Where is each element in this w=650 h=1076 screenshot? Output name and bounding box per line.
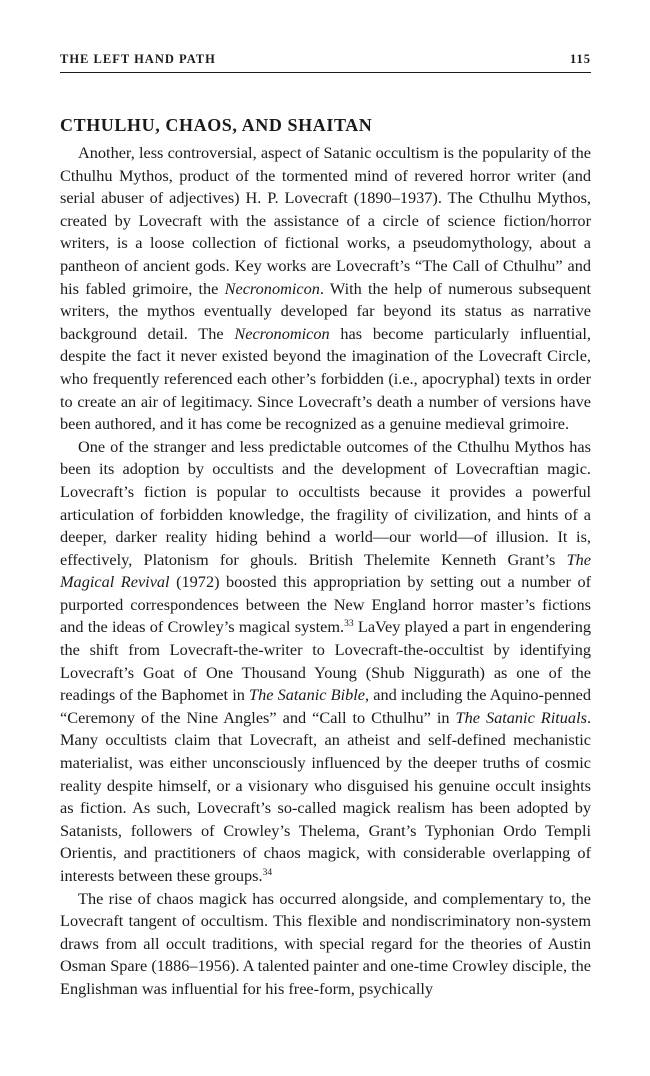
section-title: CTHULHU, CHAOS, AND SHAITAN — [60, 115, 373, 135]
text-run: LaVey played a part in engendering the shift from Lovecraft-the-writer to Lovecraft-the-occultist by identifying Lovecraft’s Goat of One Thousand Young (Shub Niggurath) as one of the readings of the Baphomet in — [60, 617, 592, 705]
paragraph-3 — [60, 888, 591, 1001]
italic-title: Necronomicon — [234, 323, 330, 343]
text-run: Another, less controversial, aspect of Satanic occultism is the popularity of the Cthulhu Mythos, product of the tormented mind of revered horror writer (and serial abuser of adjectives) H. P. Lovecraft (1890–1937). The Cthulhu Mythos, created by Lovecraft with the assistance of a circle of science fiction/​horror writers, is a loose collection of fictional works, a pseudomythology, about a pantheon of ancient gods. Key works are Lovecraft’s “The Call of Cthulhu” and his fabled grimoire, the — [60, 143, 591, 298]
text-run: . With the help of numerous subsequent writers, the mythos eventually developed far beyond its status as narrative background detail. The — [60, 278, 591, 343]
text-run: The rise of chaos magick has occurred alongside, and complementary to, the Lovecraft tangent of occultism. This flexible and nondiscriminatory non-system draws from all occult traditions, with special regard for the theories of Austin Osman Spare (1886–1956). A talented painter and one-time Crowley disciple, the Englishman was influential for his free-form, psychically — [60, 888, 591, 998]
running-header — [60, 52, 591, 73]
italic-title: The Satanic Rituals — [455, 707, 587, 727]
footnote-ref: 34 — [262, 868, 273, 878]
text-run: One of the stranger and less predictable outcomes of the Cthulhu Mythos has been its adoption by occultists and the development of Lovecraftian magic. Lovecraft’s fiction is popular to occultists because it provides a powerful articulation of forbidden knowledge, the fragility of civilization, and hints of a deeper, darker reality hiding behind a world—our world—of illusion. It is, effectively, Platonism for ghouls. British Thelemite Kenneth Grant’s — [60, 436, 591, 569]
text-run: has become particularly influential, despite the fact it never existed beyond the imagination of the Lovecraft Circle, who frequently referenced each other’s forbidden (i.e., apocryphal) texts in order to create an air of legitimacy. Since Lovecraft’s death a number of versions have been authored, and it has come be recognized as a genuine medieval grimoire. — [60, 323, 591, 434]
text-run: , and including the Aquino-penned “Ceremony of the Nine Angles” and “Call to Cthulhu” in — [60, 685, 591, 727]
italic-title: Necronomicon — [224, 278, 320, 298]
running-title: THE LEFT HAND PATH — [60, 52, 216, 66]
text-run: (1972) boosted this appropriation by setting out a number of purported correspondences between the New England horror master’s fictions and the ideas of Crowley’s magical system. — [60, 572, 592, 637]
italic-title: The Satanic Bible — [249, 685, 365, 705]
page-number: 115 — [569, 52, 591, 66]
paragraph-1 — [60, 142, 591, 436]
footnote-ref: 33 — [344, 619, 354, 630]
paragraph-2 — [60, 436, 591, 888]
text-run: . Many occultists claim that Lovecraft, an atheist and self-defined mechanistic materialist, was either unconsciously influenced by the deeper truths of cosmic reality despite himself, or a visionary who disguised his genuine occult insights as fiction. As such, Lovecraft’s so-called magick realism has been adopted by Satanists, followers of Crowley’s Thelema, Grant’s Typhonian Ordo Templi Orientis, and practitioners of chaos magick, with considerable overlapping of interests between these groups. — [60, 707, 592, 885]
italic-title: The Magical Revival — [60, 549, 591, 592]
book-page — [60, 52, 591, 1001]
body-text — [60, 142, 591, 1001]
